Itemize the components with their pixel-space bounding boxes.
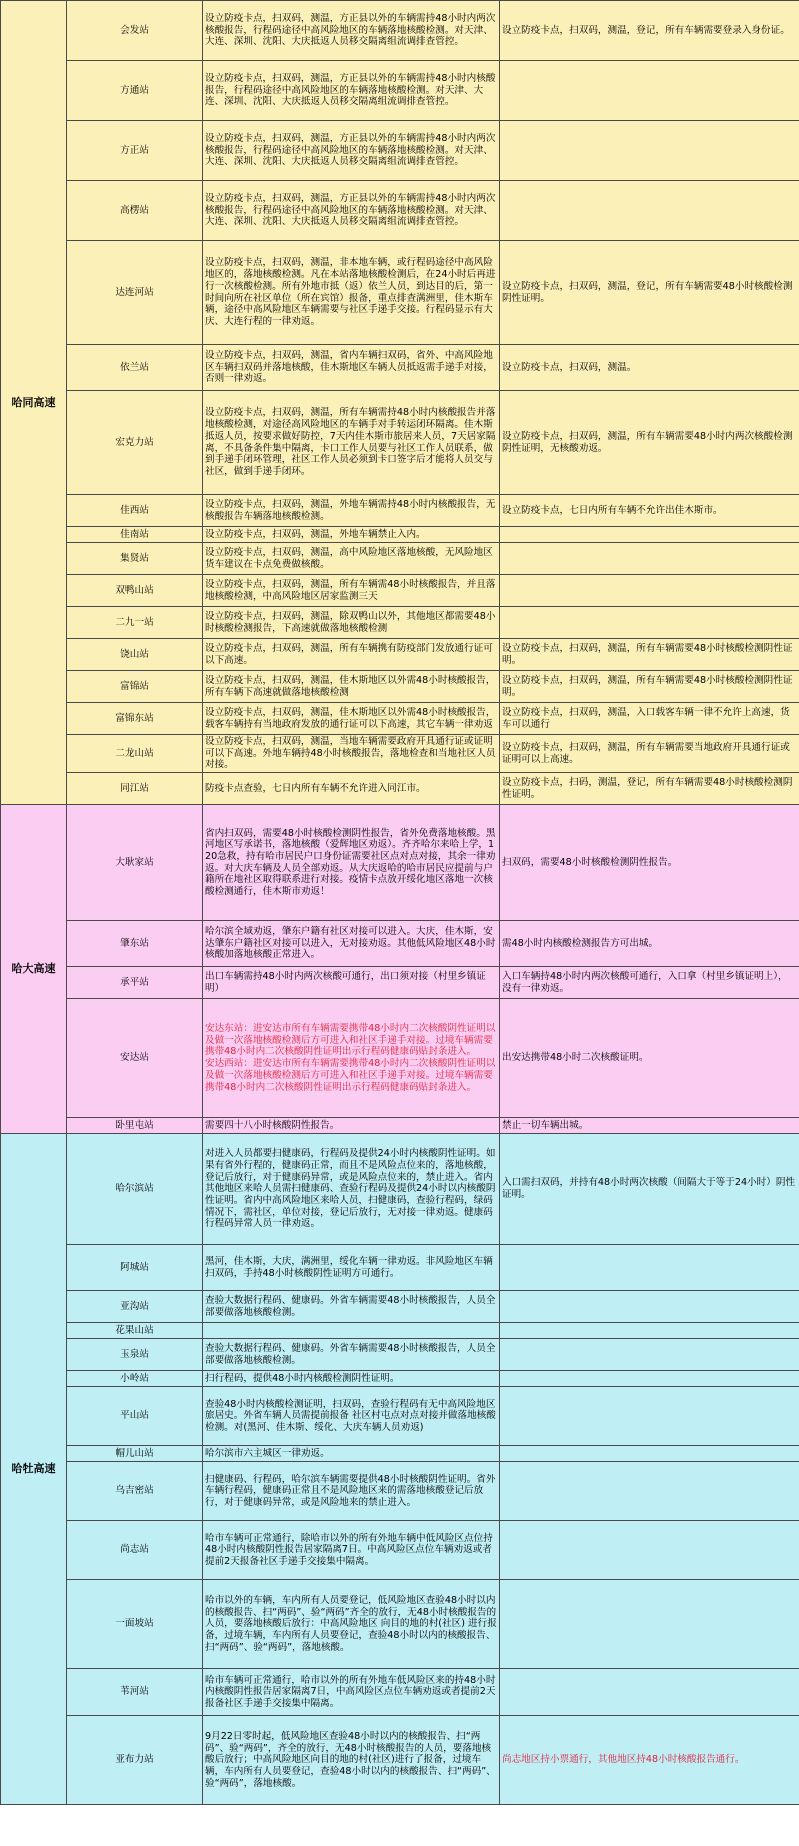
inbound-policy: 设立防疫卡点，扫双码，测温，除双鸭山以外，其他地区都需要48小时核酸检测报告，下高速就做落地核酸检测 [203, 607, 500, 639]
table-row [1, 241, 799, 345]
table-row [1, 967, 799, 999]
station-name: 双鸭山站 [67, 575, 203, 607]
inbound-policy: 查验48小时内核酸检测证明，扫双码，查验行程码有无中高风险地区旅居史。外省车辆人员需提前报备 社区村屯点对点对接并做落地核酸检测。对(黑河、佳木斯、绥化、大庆车辆人员劝返) [203, 1387, 500, 1446]
inbound-policy: 设立防疫卡点，扫双码，测温，高中风险地区落地核酸，无风险地区货车建议在卡点免费做核酸。 [203, 543, 500, 575]
outbound-policy: 入口需扫双码，并持有48小时两次核酸（间隔大于等于24小时）阴性证明。 [500, 1134, 799, 1245]
inbound-policy: 设立防疫卡点，扫双码，测温，佳木斯地区以外需48小时核酸报告，载客车辆持有当地政府发放的通行证可以下高速，其它车辆一律劝返 [203, 703, 500, 735]
table-row [1, 1580, 799, 1669]
table-row [1, 607, 799, 639]
highway-name: 哈牡高速 [1, 1134, 67, 1805]
inbound-policy: 设立防疫卡点，扫双码，测温，当地车辆需要政府开具通行证或证明可以下高速。外地车辆持48小时核酸报告，落地检查和当地社区人员对接。 [203, 735, 500, 773]
table-row [1, 1, 799, 61]
outbound-policy: 出安达携带48小时二次核酸证明。 [500, 999, 799, 1118]
table-row [1, 921, 799, 967]
table-row [1, 773, 799, 805]
table-row [1, 181, 799, 241]
station-name: 亚沟站 [67, 1291, 203, 1323]
inbound-policy: 哈尔滨市六主城区一律劝返。 [203, 1446, 500, 1462]
station-name: 宏克力站 [67, 391, 203, 495]
inbound-policy: 设立防疫卡点，扫双码，测温，佳木斯地区以外需48小时核酸报告，所有车辆下高速就做落地核酸检测 [203, 671, 500, 703]
station-name: 安达站 [67, 999, 203, 1118]
inbound-policy [203, 1323, 500, 1339]
inbound-policy: 设立防疫卡点，扫双码，测温，省内车辆扫双码，省外、中高风险地区车辆扫双码并落地核酸，佳木斯地区车辆人员抵返需手递手对接，否则一律劝返。 [203, 345, 500, 391]
outbound-policy [500, 61, 799, 121]
outbound-policy: 设立防疫卡点，七日内所有车辆不允许出佳木斯市。 [500, 495, 799, 527]
table-row [1, 1339, 799, 1371]
outbound-policy [500, 1462, 799, 1521]
inbound-policy: 哈市车辆可正常通行，除哈市以外的所有外地车辆中低风险区点位持48小时内核酸阴性报告居家隔离7日。中高风险区点位车辆劝返或者提前2天报备社区手递手交接集中隔离。 [203, 1521, 500, 1580]
station-name: 佳西站 [67, 495, 203, 527]
outbound-policy: 尚志地区持小票通行，其他地区持48小时核酸报告通行。 [500, 1716, 799, 1805]
inbound-policy: 设立防疫卡点，扫双码，测温，所有车辆携有防疫部门发放通行证可以下高速。 [203, 639, 500, 671]
inbound-policy: 查验大数据行程码、健康码。外省车辆需要48小时核酸报告，人员全部要做落地核酸检测。 [203, 1291, 500, 1323]
station-name: 承平站 [67, 967, 203, 999]
table-row [1, 1387, 799, 1446]
station-name: 佳南站 [67, 527, 203, 543]
table-row [1, 543, 799, 575]
outbound-policy: 设立防疫卡点，扫双码，测温，所有车辆需要48小时内两次核酸检测阴性证明，无核酸劝返。 [500, 391, 799, 495]
outbound-policy [500, 1291, 799, 1323]
table-row [1, 1323, 799, 1339]
table-row [1, 1118, 799, 1134]
outbound-policy [500, 543, 799, 575]
inbound-policy: 设立防疫卡点，扫双码，测温，所有车辆需持48小时内核酸报告并落地核酸检测，对途径高风险地区的车辆手对手转运闭环隔离。佳木斯抵返人员，按要求做好防控，7天内佳木斯市旅居来人员，7天居家隔离，不具备条件集中隔离，卡口工作人员要与社区工作人员联系，做到手递手闭环管理，社区工作人员必须到卡口签字后才能将人员交与社区，做到手递手闭环。 [203, 391, 500, 495]
station-name: 肇东站 [67, 921, 203, 967]
station-name: 依兰站 [67, 345, 203, 391]
inbound-policy: 对进入人员都要扫健康码，行程码及提供24小时内核酸阴性证明。如果有省外行程的，健康码正常，而且不是风险点位来的，落地核酸，登记后放行，对于健康码异常，或是风险点位来的，禁止进入。省内其他地区来哈人员需扫健康码、查验行程码及提供24小时以内核酸阴性证明。省内中高风险地区来哈人员，扫健康码，查验行程码，绿码情况下，需社区，单位对接，登记后放行，无对接一律劝返。健康码行程码异常人员一律劝返。 [203, 1134, 500, 1245]
station-name: 小岭站 [67, 1371, 203, 1387]
station-name: 同江站 [67, 773, 203, 805]
outbound-policy: 禁止一切车辆出城。 [500, 1118, 799, 1134]
inbound-policy: 出口车辆需持48小时内两次核酸可通行，出口须对接（村里乡镇证明） [203, 967, 500, 999]
station-name: 花果山站 [67, 1323, 203, 1339]
outbound-policy: 需48小时内核酸检测报告方可出城。 [500, 921, 799, 967]
table-row [1, 495, 799, 527]
station-name: 尚志站 [67, 1521, 203, 1580]
station-name: 帽儿山站 [67, 1446, 203, 1462]
inbound-policy: 设立防疫卡点，扫双码，测温，方正县以外的车辆需持48小时内核酸报告，行程码途径中高风险地区的车辆落地核酸检测。对天津、大连、深圳、沈阳、大庆抵返人员移交隔离组流调排查管控。 [203, 61, 500, 121]
outbound-policy [500, 1371, 799, 1387]
table-row [1, 1669, 799, 1716]
inbound-policy: 设立防疫卡点，扫双码，测温，外地车辆禁止入内。 [203, 527, 500, 543]
inbound-policy: 哈市以外的车辆，车内所有人员要登记，低风险地区查验48小时以内的核酸报告、扫“两码”、验“两码”齐全的放行，无48小时核酸报告的人员，要落地核酸后放行：中高风险地区 向目的地的村(社区) 进行报备，过境车辆，车内所有人员要登记，查验48小时以内的核酸报告、扫“两码”、验“两码”，落地核酸。 [203, 1580, 500, 1669]
outbound-policy [500, 1521, 799, 1580]
table-row [1, 1291, 799, 1323]
outbound-policy: 设立防疫卡点，扫码，测温，登记，所有车辆需要48小时核酸检测阴性证明。 [500, 773, 799, 805]
outbound-policy: 设立防疫卡点，扫双码，测温，所有车辆需要48小时核酸检测阴性证明。 [500, 671, 799, 703]
station-name: 富锦东站 [67, 703, 203, 735]
table-row [1, 1245, 799, 1291]
station-name: 二龙山站 [67, 735, 203, 773]
station-name: 饶山站 [67, 639, 203, 671]
inbound-policy: 防疫卡点查验，七日内所有车辆不允许进入同江市。 [203, 773, 500, 805]
inbound-policy: 扫行程码，提供48小时内核酸检测阴性证明。 [203, 1371, 500, 1387]
table-row [1, 575, 799, 607]
inbound-policy: 设立防疫卡点，扫双码，测温，所有车辆需48小时核酸报告，并且落地核酸检测，中高风险地区居家监测三天 [203, 575, 500, 607]
outbound-policy: 设立防疫卡点，扫双码，测温。 [500, 345, 799, 391]
outbound-policy: 设立防疫卡点，扫双码，测温，所有车辆需要当地政府开具通行证或证明可以上高速。 [500, 735, 799, 773]
outbound-policy [500, 1339, 799, 1371]
station-name: 苇河站 [67, 1669, 203, 1716]
table-row [1, 1521, 799, 1580]
table-row [1, 61, 799, 121]
inbound-policy: 设立防疫卡点，扫双码，测温，外地车辆需持48小时内核酸报告，无核酸报告车辆落地核酸检测。 [203, 495, 500, 527]
outbound-policy [500, 607, 799, 639]
station-name: 富锦站 [67, 671, 203, 703]
outbound-policy: 设立防疫卡点，扫双码，测温，入口载客车辆一律不允许上高速，货车可以通行 [500, 703, 799, 735]
inbound-policy: 哈市车辆可正常通行，哈市以外的所有外地车低风险区来的持48小时内核酸阴性报告居家隔离7日，中高风险区点位车辆劝返或者提前2天报备社区手递手交接集中隔离。 [203, 1669, 500, 1716]
table-row [1, 1462, 799, 1521]
table-row [1, 639, 799, 671]
table-row [1, 391, 799, 495]
table-row [1, 805, 799, 921]
outbound-policy [500, 1580, 799, 1669]
table-row [1, 345, 799, 391]
station-name: 亚布力站 [67, 1716, 203, 1805]
station-name: 乌吉密站 [67, 1462, 203, 1521]
station-name: 卧里屯站 [67, 1118, 203, 1134]
table-row [1, 1134, 799, 1245]
station-name: 平山站 [67, 1387, 203, 1446]
inbound-policy: 设立防疫卡点，扫双码，测温，方正县以外的车辆需持48小时内两次核酸报告，行程码途径中高风险地区的车辆落地核酸检测。对天津、大连、深圳、沈阳、大庆抵返人员移交隔离组流调排查管控。 [203, 121, 500, 181]
outbound-policy [500, 1446, 799, 1462]
inbound-policy: 安达东站：进安达市所有车辆需要携带48小时内二次核酸阴性证明以及做一次落地核酸检测后方可进入和社区手递手对接。过境车辆需要携带48小时内二次核酸阴性证明出示行程码健康码贴封条进入。 安达西站：进安达市所有车辆需要携带48小时内二次核酸阴性证明以及做一次落地核酸检测后方可进入和社区手递手对接。过境车辆需要携带48小时内二次核酸阴性证明出示行程码健康码贴封条进入。 [203, 999, 500, 1118]
inbound-policy: 需要四十八小时核酸阴性报告。 [203, 1118, 500, 1134]
station-name: 高楞站 [67, 181, 203, 241]
table-row [1, 1716, 799, 1805]
station-name: 大耿家站 [67, 805, 203, 921]
outbound-policy [500, 1387, 799, 1446]
table-row [1, 703, 799, 735]
station-name: 方通站 [67, 61, 203, 121]
outbound-policy [500, 1669, 799, 1716]
station-name: 方正站 [67, 121, 203, 181]
outbound-policy: 设立防疫卡点，扫双码，测温，登记，所有车辆需要48小时核酸检测阴性证明。 [500, 241, 799, 345]
station-name: 二九一站 [67, 607, 203, 639]
outbound-policy: 设立防疫卡点，扫双码，测温，登记，所有车辆需要登录入身份证。 [500, 1, 799, 61]
inbound-policy: 查验大数据行程码、健康码。外省车辆需要48小时核酸报告，人员全部要做落地核酸检测。 [203, 1339, 500, 1371]
station-name: 达连河站 [67, 241, 203, 345]
table-row [1, 735, 799, 773]
station-name: 哈尔滨站 [67, 1134, 203, 1245]
outbound-policy: 扫双码，需要48小时核酸检测阴性报告。 [500, 805, 799, 921]
station-name: 阿城站 [67, 1245, 203, 1291]
outbound-policy [500, 575, 799, 607]
outbound-policy [500, 1245, 799, 1291]
inbound-policy: 哈尔滨全域劝返，肇东户籍有社区对接可以进入。大庆，佳木斯，安达肇东户籍社区对接可以进入，无对接劝返。其他低风险地区48小时核酸加落地核酸正常进入。 [203, 921, 500, 967]
inbound-policy: 设立防疫卡点，扫双码，测温，非本地车辆，或行程码途径中高风险地区的，落地核酸检测。凡在本站落地核酸检测后，在24小时后再进行一次核酸检测。所有外地市抵（返）依兰人员，到达目的后，第一时间向所在社区单位（所在宾馆）报备，重点排查满洲里，佳木斯车辆，途径中高风险地区车辆需要与社区手递手交接。行程码显示有大庆、大连行程的一律劝返。 [203, 241, 500, 345]
station-name: 一面坡站 [67, 1580, 203, 1669]
outbound-policy: 设立防疫卡点，扫双码，测温，所有车辆需要48小时核酸检测阴性证明。 [500, 639, 799, 671]
inbound-policy: 设立防疫卡点，扫双码，测温，方正县以外的车辆需持48小时内两次核酸报告，行程码途径中高风险地区的车辆落地核酸检测。对天津、大连、深圳、沈阳、大庆抵返人员移交隔离组流调排查管控。 [203, 181, 500, 241]
outbound-policy [500, 181, 799, 241]
table-row [1, 121, 799, 181]
inbound-policy: 扫健康码、行程码，哈尔滨车辆需要提供48小时核酸阴性证明。省外车辆行程码，健康码正常且不是风险地区来的需落地核酸登记后放行，对于健康码异常，或是风险地来的禁止进入。 [203, 1462, 500, 1521]
table-row [1, 527, 799, 543]
highway-name: 哈大高速 [1, 805, 67, 1134]
inbound-policy: 设立防疫卡点，扫双码，测温，方正县以外的车辆需持48小时内两次核酸报告，行程码途径中高风险地区的车辆落地核酸检测。对天津、大连、深圳、沈阳、大庆抵返人员移交隔离组流调排查管控。 [203, 1, 500, 61]
table-row [1, 999, 799, 1118]
outbound-policy [500, 527, 799, 543]
table-row [1, 1371, 799, 1387]
inbound-policy: 省内扫双码，需要48小时核酸检测阴性报告，省外免费落地核酸。黑河地区写承诺书，落地核酸（爱辉地区劝返）。齐齐哈尔来哈上学，120急救，持有哈市居民户口身份证需要社区点对点对接，其余一律劝返。对大庆车辆及人员全部劝返。从大庆返哈的哈市居民应提前与户籍所在地社区取得联系进行对接。疫情卡点放开绥化地区落地一次核酸检测通行，佳木斯市劝返！ [203, 805, 500, 921]
outbound-policy [500, 1323, 799, 1339]
station-name: 玉泉站 [67, 1339, 203, 1371]
outbound-policy: 入口车辆持48小时内两次核酸可通行，入口拿（村里乡镇证明上），没有一律劝返。 [500, 967, 799, 999]
table-row [1, 1446, 799, 1462]
inbound-policy: 9月22日零时起，低风险地区查验48小时以内的核酸报告、扫“两码”、验“两码”，齐全的放行，无48小时核酸报告的人员，要落地核酸后放行；中高风险地区向目的地的村(社区)进行了报备，过境车辆，车内所有人员要登记，查验48小时以内的核酸报告、扫“两码”、验“两码”，落地核酸。 [203, 1716, 500, 1805]
inbound-policy: 黑河，佳木斯，大庆，满洲里，绥化车辆一律劝返。非风险地区车辆扫双码，手持48小时核酸阴性证明方可通行。 [203, 1245, 500, 1291]
highway-name: 哈同高速 [1, 1, 67, 805]
outbound-policy [500, 121, 799, 181]
station-name: 会发站 [67, 1, 203, 61]
table-row [1, 671, 799, 703]
station-name: 集贤站 [67, 543, 203, 575]
